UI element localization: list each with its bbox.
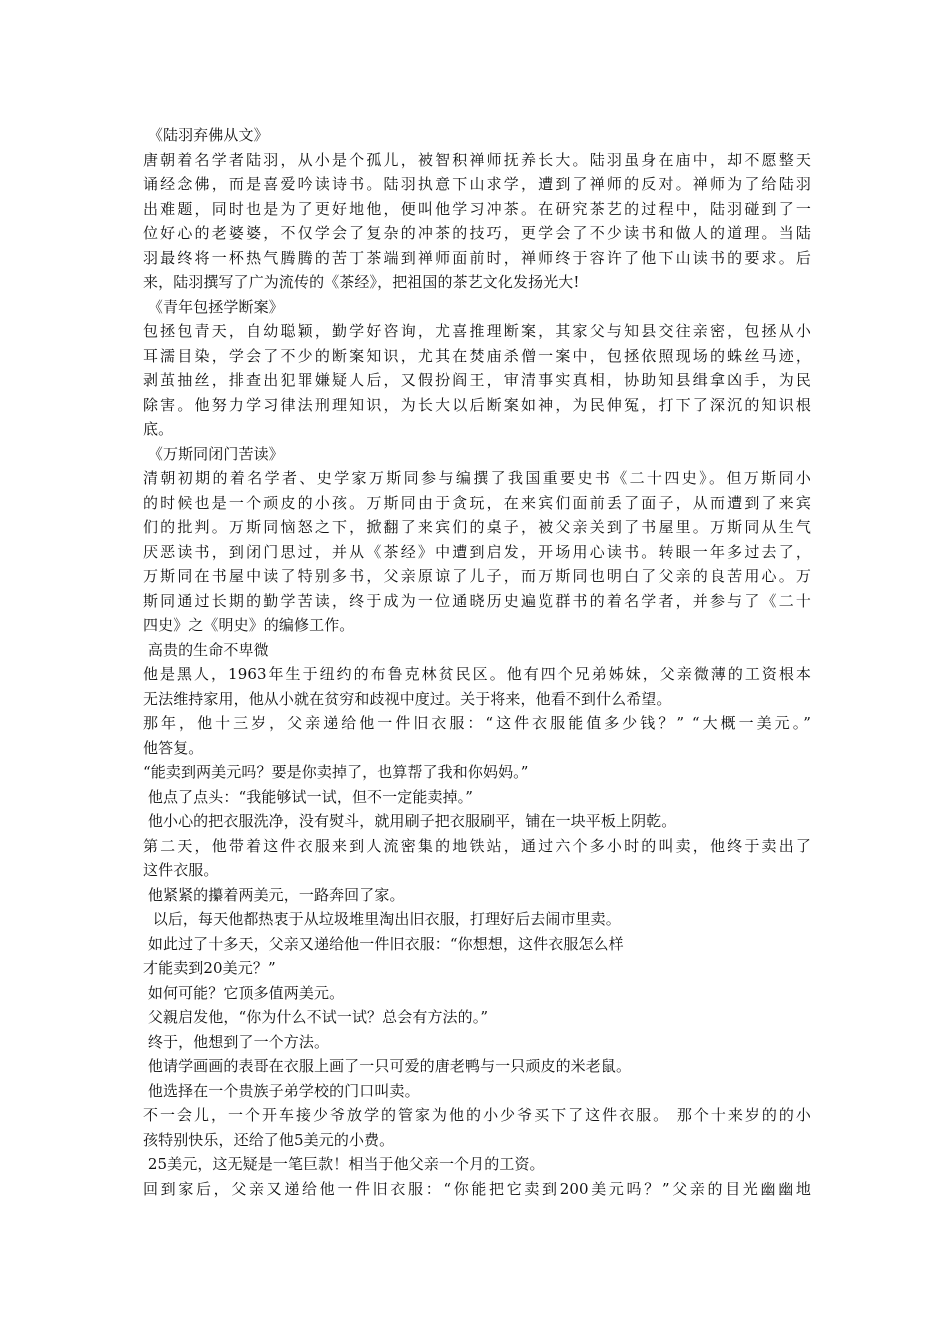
text-line: 25美元，这无疑是一笔巨款！相当于他父亲一个月的工资。 [143, 1155, 545, 1173]
text-line: 底。 [143, 420, 174, 438]
text-line: 诵经念佛，而是喜爱吟读诗书。陆羽执意下山求学，遭到了禅师的反对。禅师为了给陆羽 [143, 175, 811, 193]
text-line: 出难题，同时也是为了更好地他，便叫他学习冲茶。在研究茶艺的过程中，陆羽碰到了一 [143, 199, 811, 218]
text-line: 他点了点头：“我能够试一试，但不一定能卖掉。” [143, 787, 474, 806]
text-line: 《青年包拯学断案》 [143, 297, 284, 316]
text-line: 羽最终将一杯热气腾腾的苦丁茶端到禅师面前时，禅师终于容许了他下山读书的要求。后 [143, 248, 811, 267]
text-line: 父親启发他，“你为什么不试一试？总会有方法的。” [143, 1008, 489, 1026]
text-line: 剥茧抽丝，排查出犯罪嫌疑人后，又假扮阎王，审清事实真相，协助知县缉拿凶手，为民 [143, 371, 811, 389]
text-line: 四史》之《明史》的编修工作。 [143, 616, 355, 634]
text-line: 斯同通过长期的勤学苦读，终于成为一位通晓历史遍览群书的着名学者，并参与了《二十 [143, 591, 811, 610]
text-line: 如何可能？它顶多值两美元。 [143, 983, 345, 1002]
text-line: 清朝初期的着名学者、史学家万斯同参与编撰了我国重要史书《二十四史》。但万斯同小 [143, 469, 811, 487]
text-line: 包拯包青天，自幼聪颖，勤学好咨询，尤喜推理断案，其家父与知县交往亲密，包拯从小 [143, 322, 811, 340]
text-line: “能卖到两美元吗？要是你卖掉了，也算帮了我和你妈妈。” [143, 763, 529, 781]
text-line: 来，陆羽撰写了广为流传的《茶经》，把祖国的茶艺文化发扬光大! [143, 273, 580, 291]
text-line: 厌恶读书，到闭门思过，并从《茶经》中遭到启发，开场用心读书。转眼一年多过去了， [143, 542, 811, 561]
text-line: 他答复。 [143, 738, 204, 757]
text-line: 孩特别快乐，还给了他5美元的小费。 [143, 1130, 395, 1149]
text-line: 唐朝着名学者陆羽，从小是个孤儿，被智积禅师抚养长大。陆羽虽身在庙中，却不愿整天 [143, 150, 811, 169]
text-line: 第二天，他带着这件衣服来到人流密集的地铁站，通过六个多小时的叫卖，他终于卖出了 [143, 836, 811, 855]
text-line: 才能卖到20美元？” [143, 959, 276, 977]
text-line: 高贵的生命不卑微 [143, 640, 269, 659]
text-line: 位好心的老婆婆，不仅学会了复杂的冲茶的技巧，更学会了不少读书和做人的道理。当陆 [143, 224, 811, 242]
text-line: 他选择在一个贵族子弟学校的门口叫卖。 [143, 1081, 420, 1100]
text-line: 耳濡目染，学会了不少的断案知识，尤其在焚庙杀僧一案中，包拯依照现场的蛛丝马迹， [143, 346, 811, 365]
text-line: 除害。他努力学习律法刑理知识，为长大以后断案如神，为民伸冤，打下了深沉的知识根 [143, 395, 811, 414]
text-line: 回到家后，父亲又递给他一件旧衣服：“你能把它卖到200美元吗？”父亲的目光幽幽地 [143, 1179, 811, 1198]
text-line: 不一会儿，一个开车接少爷放学的管家为他的小少爷买下了这件衣服。 那个十来岁的的小 [143, 1106, 811, 1124]
text-line: 们的批判。万斯同恼怒之下，掀翻了来宾们的桌子，被父亲关到了书屋里。万斯同从生气 [143, 518, 811, 536]
text-line: 的时候也是一个顽皮的小孩。万斯同由于贪玩，在来宾们面前丢了面子，从而遭到了来宾 [143, 493, 811, 512]
text-line: 他紧紧的攥着两美元，一路奔回了家。 [143, 885, 405, 904]
text-line: 如此过了十多天，父亲又递给他一件旧衣服：“你想想，这件衣服怎么样 [143, 934, 624, 953]
document-body [143, 123, 811, 1201]
text-line: 他小心的把衣服洗净，没有熨斗，就用刷子把衣服刷平，铺在一块平板上阴乾。 [143, 812, 677, 830]
text-line: 以后，每天他都热衷于从垃圾堆里淘出旧衣服，打理好后去闹市里卖。 [143, 910, 621, 928]
text-line: 无法维持家用，他从小就在贫穷和歧视中度过。关于将来，他看不到什么希望。 [143, 689, 672, 708]
text-line: 他请学画画的表哥在衣服上画了一只可爱的唐老鸭与一只顽皮的米老鼠。 [143, 1057, 632, 1075]
text-line: 终于，他想到了一个方法。 [143, 1032, 330, 1051]
text-line: 《万斯同闭门苦读》 [143, 444, 284, 463]
text-line: 万斯同在书屋中读了特别多书，父亲原谅了儿子，而万斯同也明白了父亲的良苦用心。万 [143, 567, 811, 585]
text-line: 这件衣服。 [143, 861, 219, 879]
text-line: 那年，他十三岁，父亲递给他一件旧衣服：“这件衣服能值多少钱？” “大概一美元。” [143, 714, 811, 732]
text-line: 他是黑人，1963年生于纽约的布鲁克林贫民区。他有四个兄弟姊妹，父亲微薄的工资根本 [143, 665, 811, 683]
text-line: 《陆羽弃佛从文》 [143, 126, 269, 144]
